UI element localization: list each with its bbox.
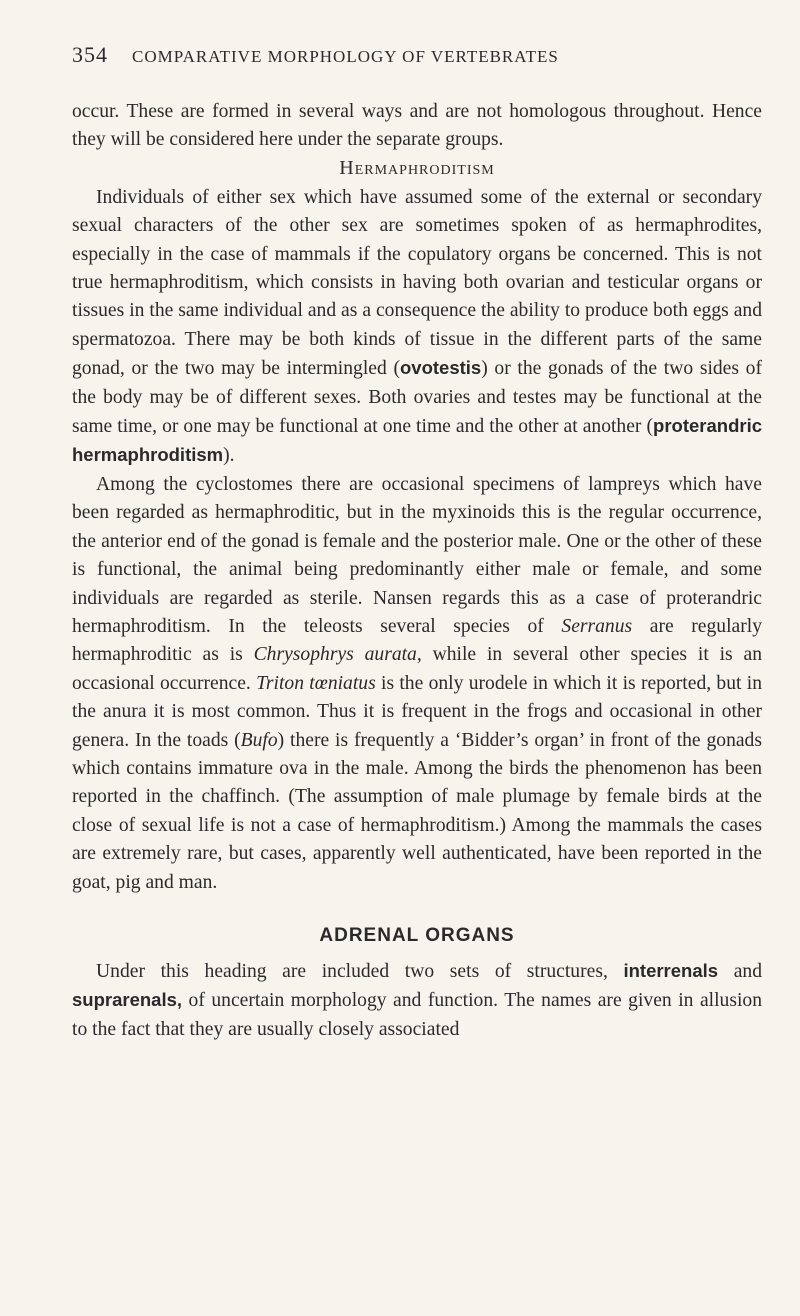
paragraph-intro: occur. These are formed in several ways and are not homologous throughout. Hence they will be considered here under the separate groups. — [72, 101, 762, 151]
term-proterandric: proterandric hermaphroditism — [72, 415, 762, 466]
text-run: while in several other species it is an occasional occurrence. — [72, 644, 762, 694]
page — [72, 42, 762, 1044]
heading-hermaphroditism: Hermaphroditism — [339, 156, 495, 179]
text-run: Individuals of either sex which have assumed some of the external or secondary sexual characters of the other sex are sometimes spoken of as hermaphrodites, especially in the case of mammals if the copulatory organs be concerned. This is not true hermaphroditism, which consists in having both ovarian and testicular organs or tissues in the same individual and as a consequence the ability to produce both eggs and spermatozoa. There may be both kinds of tissue in the different parts of the same gonad, or the two may be intermingled ( — [72, 186, 762, 380]
paragraph-adrenal — [72, 957, 762, 1044]
taxon-triton: Triton tœniatus — [256, 672, 376, 694]
taxon-chrysophrys: Chrysophrys aurata, — [253, 644, 422, 666]
taxon-serranus: Serranus — [561, 615, 633, 637]
text-run: of uncertain morphology and function. The names are given in allusion to the fact that they are usually closely associated — [72, 990, 762, 1040]
term-suprarenals: suprarenals, — [72, 989, 183, 1011]
text-run: ) there is frequently a ‘Bidder’s organ’ in front of the gonads which contains immature ova in the male. Among the birds the phenomenon has been reported in the chaffinch. (The assumption of male plumage by female birds at the close of sexual life is not a case of hermaphroditism.) Among the mammals the cases are extremely rare, but cases, apparently well authenticated, have been reported in the goat, pig and man. — [72, 729, 762, 893]
text-run: ). — [223, 445, 235, 467]
text-run: Among the cyclostomes there are occasional specimens of lampreys which have been regarded as hermaphroditic, but in the myxinoids this is the regular occurrence, the anterior end of the gonad is female and the posterior male. One or the other of these is functional, the animal being predominantly either male or female, and some individuals are regarded as sterile. Nansen regards this as a case of proterandric hermaphroditism. In the teleosts several species of — [72, 473, 762, 637]
running-title: COMPARATIVE MORPHOLOGY OF VERTEBRATES — [132, 47, 559, 66]
text-run: is the only urodele in which it is reported, but in the anura it is most common. Thus it is frequent in the frogs and occasional in other genera. In the toads ( — [72, 672, 762, 751]
term-ovotestis: ovotestis — [399, 357, 482, 379]
text-run: and — [718, 960, 762, 982]
text-run: are regularly hermaphroditic as is — [72, 615, 762, 666]
running-head — [72, 42, 762, 68]
text-run: ) or the gonads of the two sides of the body may be of different sexes. Both ovaries and testes may be functional at the same time, or one may be functional at one time and the other at another ( — [72, 358, 762, 438]
heading-adrenal-organs: ADRENAL ORGANS — [319, 924, 515, 946]
term-interrenals: interrenals — [623, 959, 719, 981]
taxon-bufo: Bufo — [240, 729, 278, 751]
text-run: Under this heading are included two sets of structures, — [96, 960, 624, 982]
paragraph-hermaphroditism — [72, 184, 762, 471]
paragraph-species — [72, 471, 762, 897]
page-number: 354 — [72, 42, 108, 67]
